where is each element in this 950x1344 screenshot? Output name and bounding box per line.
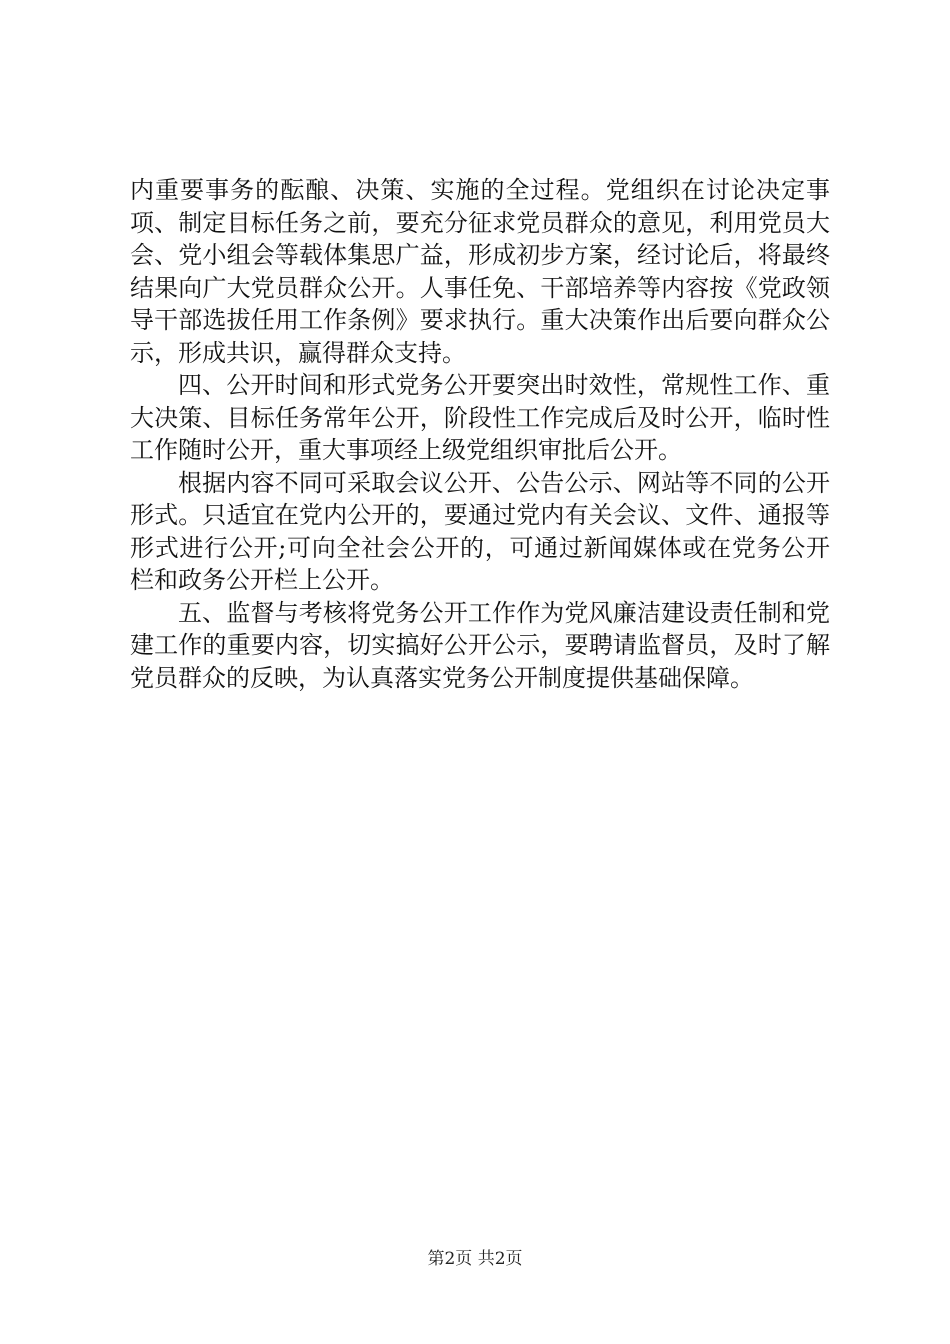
paragraph-section-five: 五、监督与考核将党务公开工作作为党风廉洁建设责任制和党建工作的重要内容，切实搞好公开公示，要聘请监督员，及时了解党员群众的反映，为认真落实党务公开制度提供基础保障。 [130,598,830,692]
paragraph-public-forms: 根据内容不同可采取会议公开、公告公示、网站等不同的公开形式。只适宜在党内公开的，要通过党内有关会议、文件、通报等形式进行公开;可向全社会公开的，可通过新闻媒体或在党务公开栏和政务公开栏上公开。 [130,468,830,594]
page-footer: 第2页 共2页 [427,1249,523,1269]
document-body [130,174,830,694]
paragraph-section-four: 四、公开时间和形式党务公开要突出时效性，常规性工作、重大决策、目标任务常年公开，阶段性工作完成后及时公开，临时性工作随时公开，重大事项经上级党组织审批后公开。 [130,371,830,464]
paragraph-continuation: 内重要事务的酝酿、决策、实施的全过程。党组织在讨论决定事项、制定目标任务之前，要充分征求党员群众的意见，利用党员大会、党小组会等载体集思广益，形成初步方案，经讨论后，将最终结果向广大党员群众公开。人事任免、干部培养等内容按《党政领导干部选拔任用工作条例》要求执行。重大决策作出后要向群众公示，形成共识，赢得群众支持。 [130,176,830,367]
